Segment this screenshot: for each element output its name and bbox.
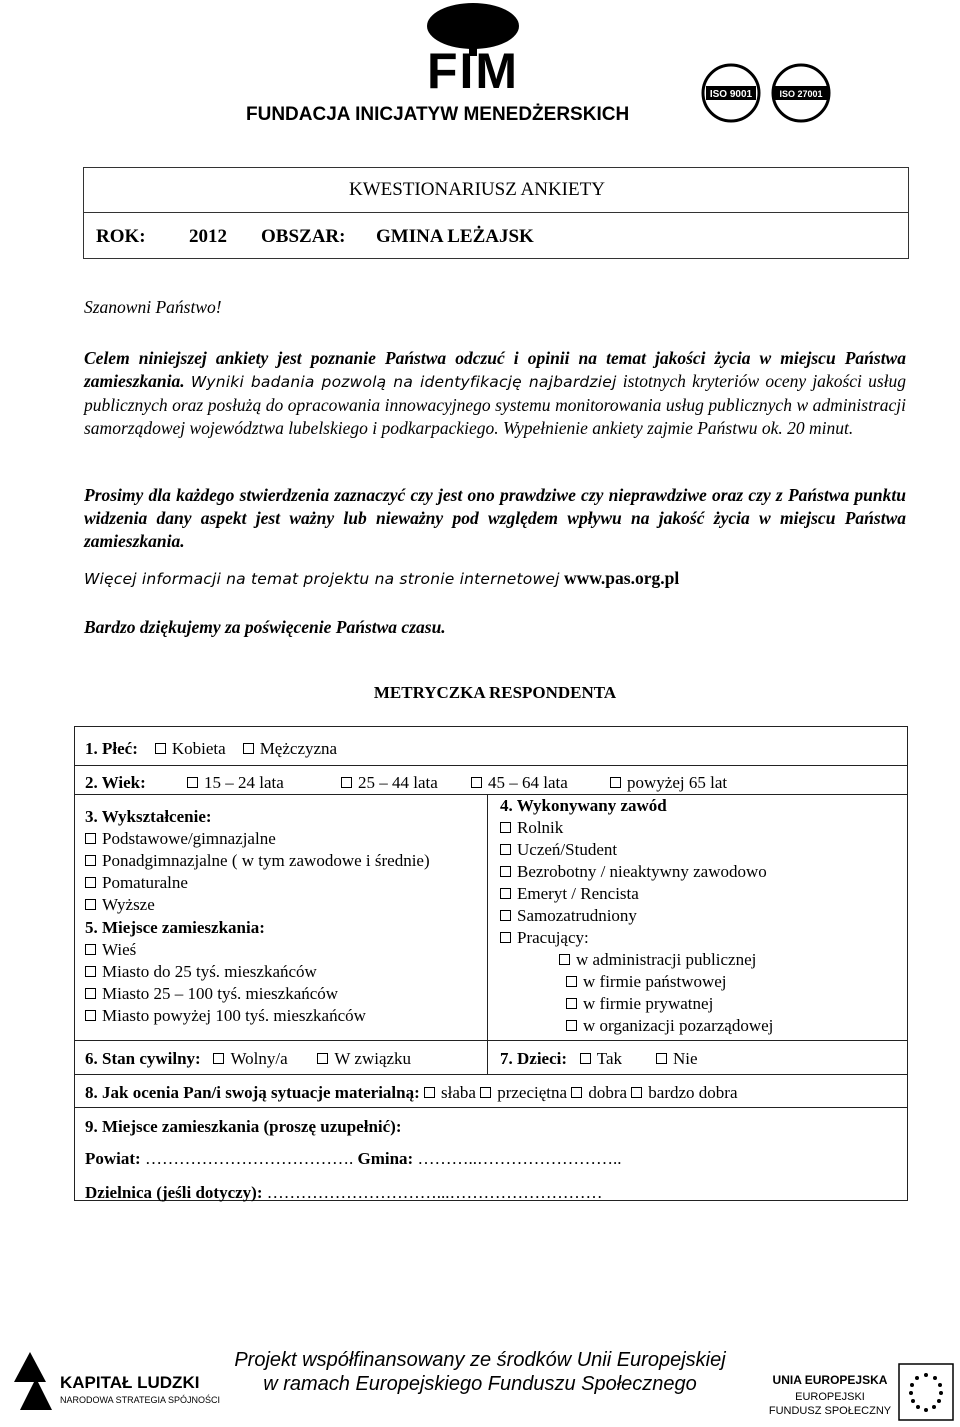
checkbox-male[interactable] <box>243 743 254 754</box>
option-occ-state-company: w firmie państwowej <box>583 972 727 991</box>
option-mat-good: dobra <box>588 1083 628 1102</box>
respondent-section-title: METRYCZKA RESPONDENTA <box>373 683 617 702</box>
option-occ-self-employed: Samozatrudniony <box>517 906 637 925</box>
checkbox-edu-higher[interactable] <box>85 899 96 910</box>
option-children-no: Nie <box>673 1049 698 1068</box>
option-age-25-44: 25 – 44 lata <box>358 773 438 792</box>
checkbox-mat-very-good[interactable] <box>631 1087 642 1098</box>
checkbox-mat-weak[interactable] <box>424 1087 435 1098</box>
checkbox-mat-average[interactable] <box>480 1087 491 1098</box>
option-res-village: Wieś <box>102 940 137 959</box>
logo-text: FIM <box>426 43 520 99</box>
checkbox-relationship[interactable] <box>317 1053 328 1064</box>
checkbox-occ-retired[interactable] <box>500 888 511 899</box>
funding-line-1: Projekt współfinansowany ze środków Unii Europejskiej <box>234 1349 726 1371</box>
option-edu-post-secondary: Pomaturalne <box>102 873 188 892</box>
checkbox-res-town-small[interactable] <box>85 966 96 977</box>
thank-you-note: Bardzo dziękujemy za poświęcenie Państwa czasu. <box>84 617 446 637</box>
checkbox-mat-good[interactable] <box>571 1087 582 1098</box>
q2-age-label: 2. Wiek: <box>85 773 146 792</box>
cert-2-text: ISO 27001 <box>779 89 823 99</box>
option-edu-primary: Podstawowe/gimnazjalne <box>102 829 276 848</box>
option-relationship: W związku <box>334 1049 412 1068</box>
checkbox-age-25-44[interactable] <box>341 777 352 788</box>
year-value: 2012 <box>189 226 227 247</box>
option-occ-employed: Pracujący: <box>517 928 589 947</box>
intro-paragraph-1: Celem niniejszej ankiety jest poznanie Państwa odczuć i opinii na temat jakości życia w miejscu Państwa zamieszkania. Wyniki badania pozwolą na identyfikację najbardziej istotnych kryteriów oceny jakości usług publicznych oraz posłużą do opracowania innowacyjnego systemu monitorowania usług publicznych w administracji samorządowej województwa lubelskiego i podkarpackiego. Wypełnienie ankiety zajmie Państwu ok. 20 minut. <box>84 348 906 438</box>
intro-paragraph-2: Prosimy dla każdego stwierdzenia zaznaczyć czy jest ono prawdziwe czy nieprawdziwe oraz czy z Państwa punktu widzenia dany aspekt jest ważny lub nieważny pod względem wpływu na jakość życia w miejscu Państwa zamieszkania. <box>84 485 906 551</box>
option-occ-public-admin: w administracji publicznej <box>576 950 757 969</box>
checkbox-age-15-24[interactable] <box>187 777 198 788</box>
greeting: Szanowni Państwo! <box>84 297 222 317</box>
respondent-form <box>74 726 908 1201</box>
kl-title: KAPITAŁ LUDZKI <box>60 1373 200 1392</box>
option-edu-secondary: Ponadgimnazjalne ( w tym zawodowe i średnie) <box>102 851 430 870</box>
iso-9001-certificate-seal <box>700 62 762 124</box>
checkbox-occ-private-company[interactable] <box>566 998 577 1009</box>
q4-occupation-label: 4. Wykonywany zawód <box>500 796 667 815</box>
option-female: Kobieta <box>171 739 226 758</box>
option-male: Mężczyzna <box>259 739 338 758</box>
ue-title: UNIA EUROPEJSKA <box>772 1373 888 1387</box>
checkbox-edu-primary[interactable] <box>85 833 96 844</box>
kl-subtitle: NARODOWA STRATEGIA SPÓJNOŚCI <box>60 1395 221 1405</box>
gmina-field[interactable]: ………..…………………….. <box>417 1149 622 1168</box>
option-children-yes: Tak <box>596 1049 623 1068</box>
intro-paragraph-3: Więcej informacji na temat projektu na stronie internetowej www.pas.org.pl <box>84 568 680 588</box>
ue-sub-2: FUNDUSZ SPOŁECZNY <box>768 1405 892 1417</box>
option-occ-student: Uczeń/Student <box>517 840 618 859</box>
option-single: Wolny/a <box>230 1049 288 1068</box>
option-occ-private-company: w firmie prywatnej <box>583 994 714 1013</box>
area-value: GMINA LEŻAJSK <box>376 226 534 247</box>
ue-sub-1: EUROPEJSKI <box>795 1391 865 1403</box>
checkbox-age-65-plus[interactable] <box>610 777 621 788</box>
checkbox-female[interactable] <box>155 743 166 754</box>
powiat-field[interactable]: ………………………………. <box>144 1149 354 1168</box>
iso-27001-certificate-seal <box>770 62 832 124</box>
cert-1-text: ISO 9001 <box>709 89 753 100</box>
q3-education-label: 3. Wykształcenie: <box>85 807 212 826</box>
checkbox-children-no[interactable] <box>656 1053 667 1064</box>
checkbox-children-yes[interactable] <box>580 1053 591 1064</box>
q1-gender-label: 1. Płeć: <box>85 739 138 758</box>
option-mat-average: przeciętna <box>497 1083 568 1102</box>
checkbox-edu-post-secondary[interactable] <box>85 877 96 888</box>
option-res-town-medium: Miasto 25 – 100 tyś. mieszkańców <box>102 984 339 1003</box>
option-res-city-large: Miasto powyżej 100 tyś. mieszkańców <box>102 1006 366 1025</box>
checkbox-occ-ngo[interactable] <box>566 1020 577 1031</box>
q7-children-label: 7. Dzieci: <box>500 1049 568 1068</box>
option-res-town-small: Miasto do 25 tyś. mieszkańców <box>102 962 317 981</box>
gmina-label: Gmina: <box>357 1149 414 1168</box>
checkbox-age-45-64[interactable] <box>471 777 482 788</box>
project-url[interactable]: www.pas.org.pl <box>563 568 680 588</box>
questionnaire-title: KWESTIONARIUSZ ANKIETY <box>349 179 605 200</box>
checkbox-single[interactable] <box>213 1053 224 1064</box>
checkbox-occ-unemployed[interactable] <box>500 866 511 877</box>
questionnaire-header-box <box>83 167 909 259</box>
option-age-65-plus: powyżej 65 lat <box>627 773 728 792</box>
eu-logo <box>765 1362 955 1422</box>
checkbox-occ-farmer[interactable] <box>500 822 511 833</box>
organization-name: FUNDACJA INICJATYW MENEDŻERSKICH <box>246 104 630 125</box>
option-age-45-64: 45 – 64 lata <box>488 773 568 792</box>
powiat-label: Powiat: <box>85 1149 141 1168</box>
option-occ-ngo: w organizacji pozarządowej <box>583 1016 774 1035</box>
q8-material-label: 8. Jak ocenia Pan/i swoją sytuacje materialną: <box>85 1083 420 1102</box>
option-mat-very-good: bardzo dobra <box>648 1083 738 1102</box>
option-occ-farmer: Rolnik <box>517 818 564 837</box>
checkbox-edu-secondary[interactable] <box>85 855 96 866</box>
checkbox-res-town-medium[interactable] <box>85 988 96 999</box>
checkbox-res-city-large[interactable] <box>85 1010 96 1021</box>
checkbox-occ-employed[interactable] <box>500 932 511 943</box>
checkbox-occ-student[interactable] <box>500 844 511 855</box>
option-age-15-24: 15 – 24 lata <box>204 773 284 792</box>
dzielnica-label: Dzielnica (jeśli dotyczy): <box>85 1183 263 1202</box>
year-label: ROK: <box>96 226 146 247</box>
checkbox-res-village[interactable] <box>85 944 96 955</box>
option-edu-higher: Wyższe <box>102 895 155 914</box>
option-occ-retired: Emeryt / Rencista <box>517 884 639 903</box>
q9-address-label: 9. Miejsce zamieszkania (proszę uzupełnić): <box>85 1117 402 1136</box>
checkbox-occ-public-admin[interactable] <box>559 954 570 965</box>
option-mat-weak: słaba <box>441 1083 476 1102</box>
funding-line-2: w ramach Europejskiego Funduszu Społecznego <box>263 1373 697 1395</box>
area-label: OBSZAR: <box>261 226 346 247</box>
q6-marital-label: 6. Stan cywilny: <box>85 1049 201 1068</box>
dzielnica-field[interactable]: …………………………...……………………… <box>266 1183 603 1202</box>
checkbox-occ-state-company[interactable] <box>566 976 577 987</box>
option-occ-unemployed: Bezrobotny / nieaktywny zawodowo <box>517 862 767 881</box>
q5-residence-label: 5. Miejsce zamieszkania: <box>85 918 265 937</box>
checkbox-occ-self-employed[interactable] <box>500 910 511 921</box>
